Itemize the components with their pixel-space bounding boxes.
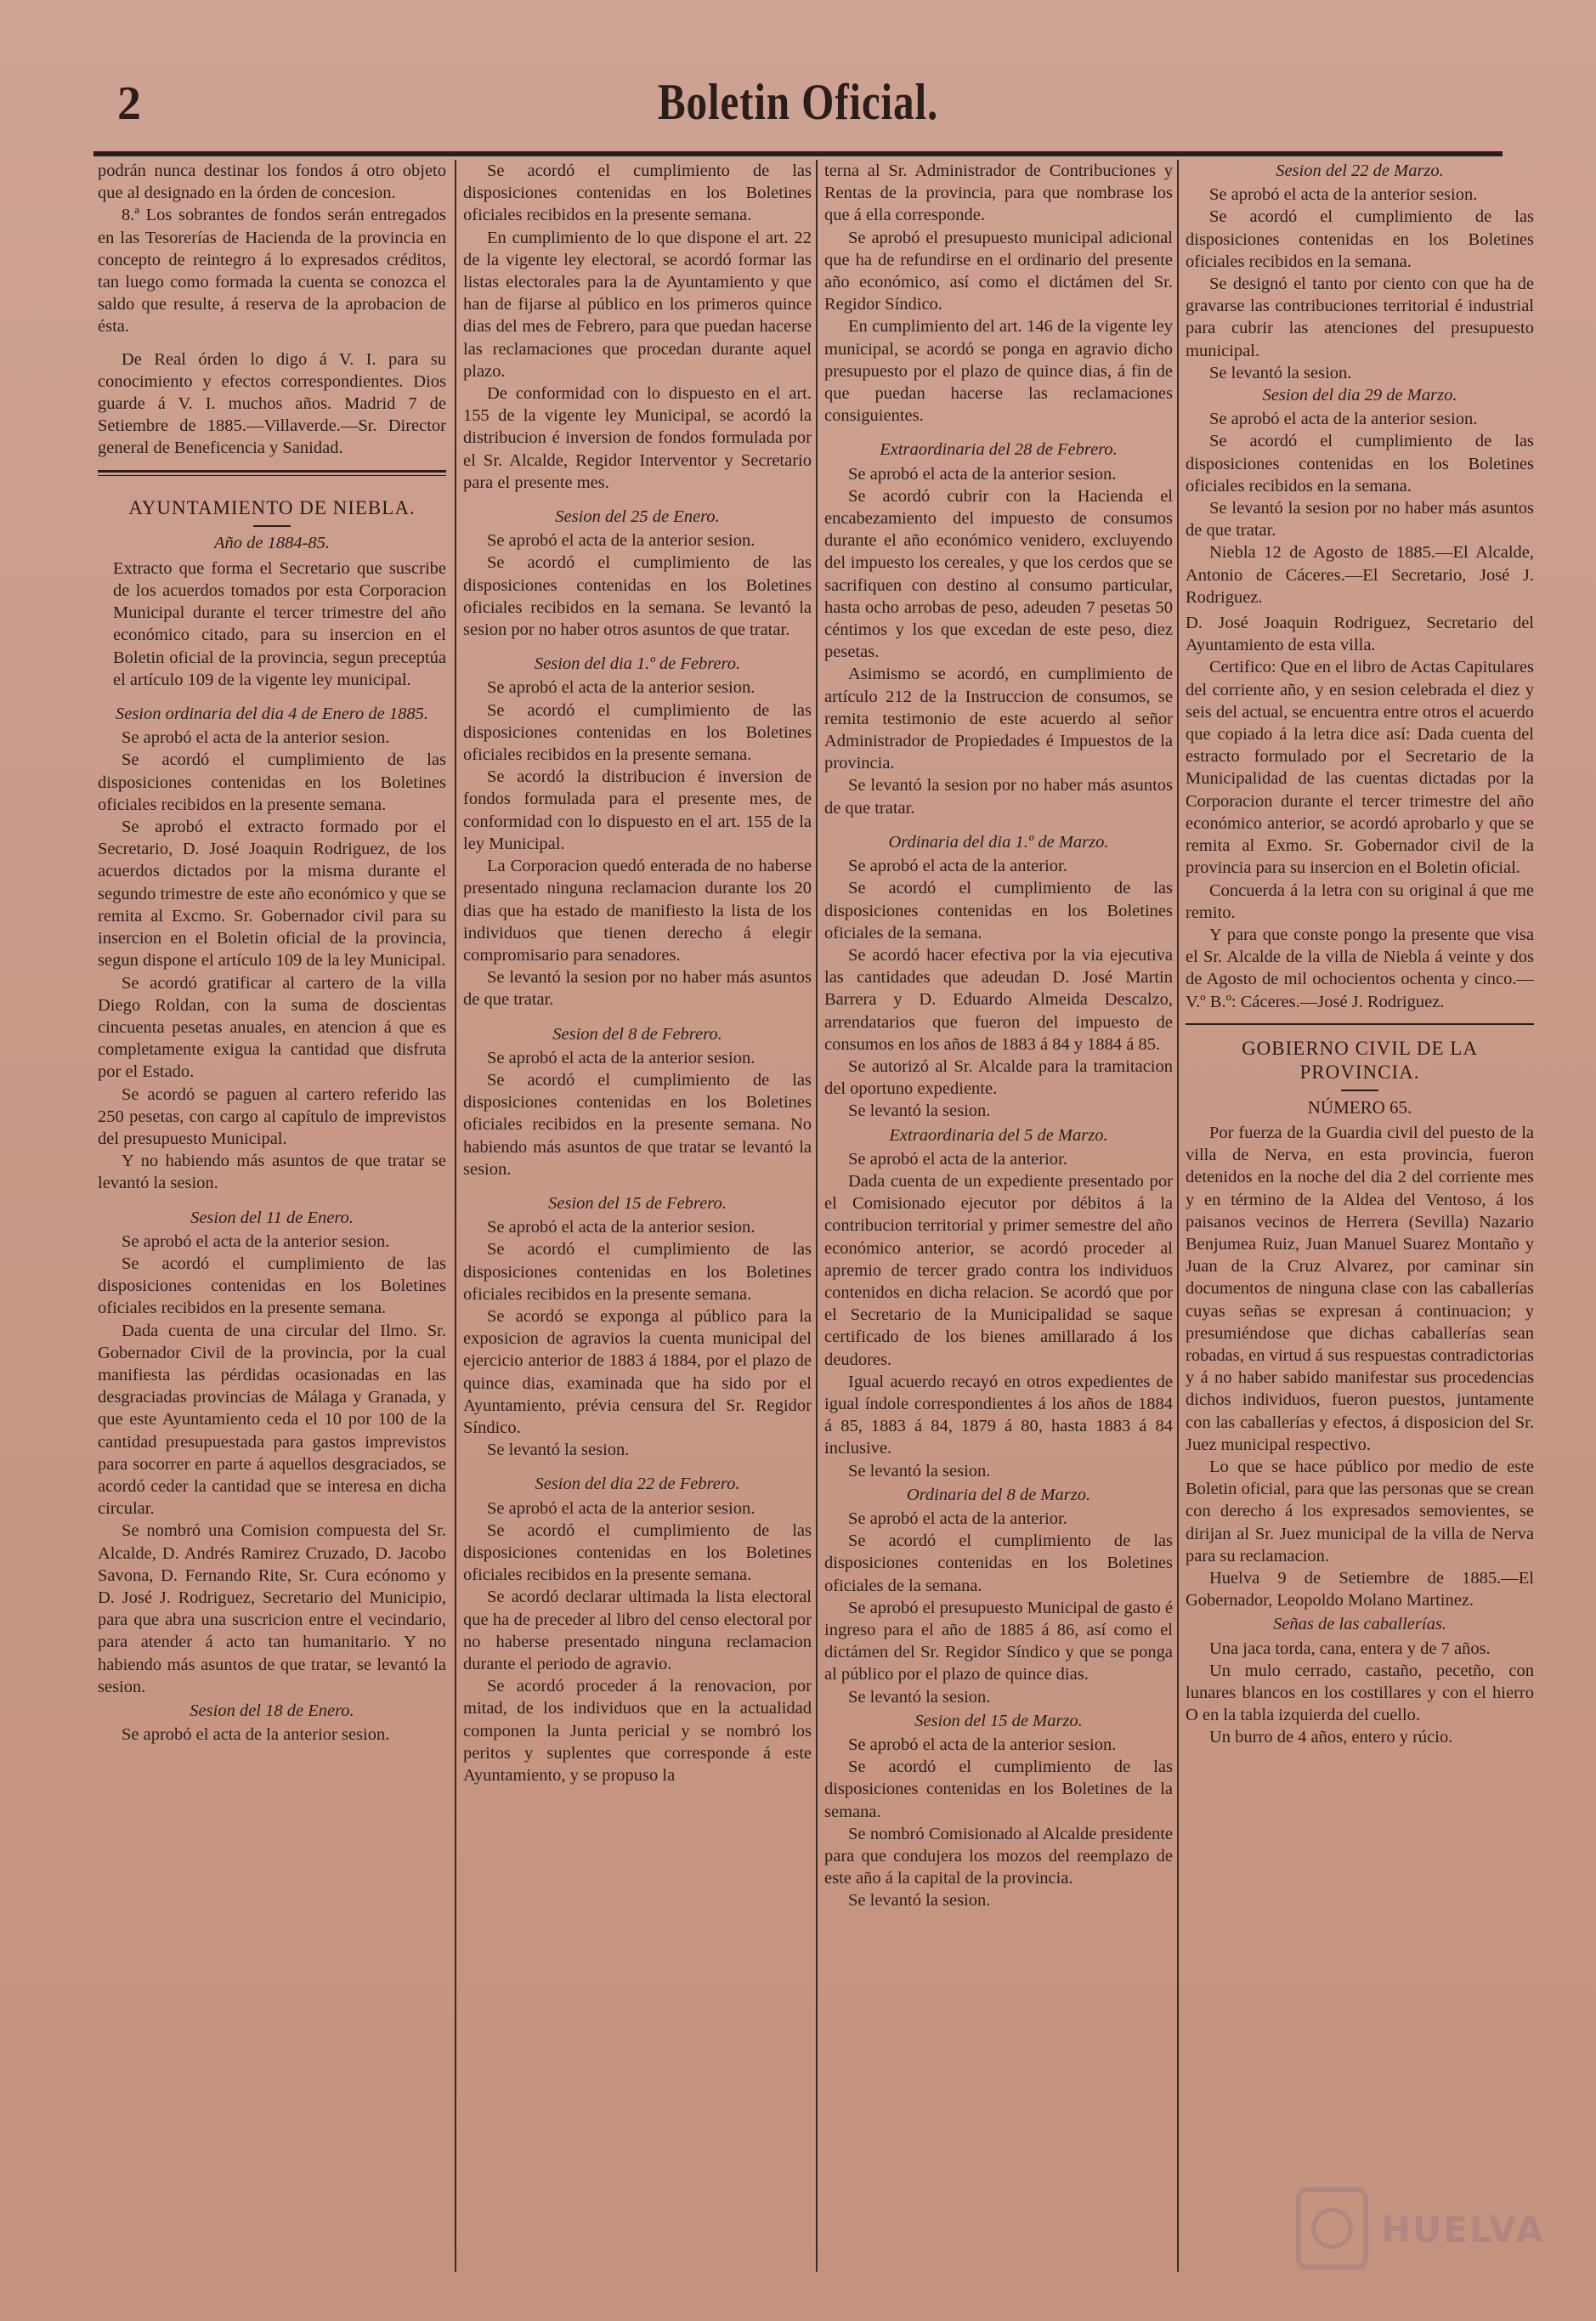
paragraph: Se acordó cubrir con la Hacienda el encabezamiento del impuesto de consumos durante el año económico venidero, excluyendo del impuesto los cereales, y que los cerdos que se sacrifiquen con destino al consumo particular, hasta ocho arrobas de peso, adeuden 7 pesetas 50 céntimos y los que excedan de este peso, diez pesetas.	[824, 486, 1173, 662]
paragraph: Se acordó el cumplimiento de las disposiciones contenidas en los Boletines oficiales recibidos en la presente semana.	[463, 700, 812, 765]
session-title: Ordinaria del dia 1.º de Marzo.	[888, 832, 1109, 852]
paragraph: Se aprobó el acta de la anterior.	[848, 857, 1067, 876]
paragraph: Y para que conste pongo la presente que visa el Sr. Alcalde de la villa de Niebla á veinte y dos de Agosto de mil ochocientos ochenta y cinco.—V.º B.º: Cáceres.—José J. Rodriguez.	[1186, 925, 1534, 1011]
paragraph: Se aprobó el acta de la anterior sesion.	[487, 1048, 756, 1067]
paragraph: Se acordó el cumplimiento de las disposiciones contenidas en los Boletines oficiales de la semana.	[824, 879, 1173, 943]
session-title: Sesion ordinaria del dia 4 de Enero de 1885.	[115, 705, 428, 724]
paragraph: Se aprobó el acta de la anterior sesion.	[1209, 410, 1478, 429]
section-rule	[1186, 1023, 1534, 1025]
paragraph: Se levantó la sesion.	[848, 1101, 991, 1121]
paragraph: Se acordó se paguen al cartero referido las 250 pesetas, con cargo al capítulo de imprevistos del presupuesto Municipal.	[98, 1084, 446, 1148]
paragraph: Se levantó la sesion.	[848, 1687, 991, 1707]
header-rule	[93, 151, 1503, 156]
session-title: Sesion del 25 de Enero.	[555, 507, 720, 527]
paragraph: Se aprobó el acta de la anterior sesion.	[122, 1231, 390, 1251]
section-heading: AYUNTAMIENTO DE NIEBLA.	[128, 496, 416, 518]
paragraph: Se acordó el cumplimiento de las disposiciones contenidas en los Boletines oficiales recibidos en la semana. Se levantó la sesion por no haber otros asuntos de que tratar.	[463, 553, 812, 640]
paragraph: Se aprobó el acta de la anterior sesion.	[1209, 185, 1478, 205]
section-rule	[98, 470, 446, 476]
archive-seal-icon	[1290, 2182, 1374, 2276]
paragraph: Se levantó la sesion por no haber más asuntos de que tratar.	[463, 968, 812, 1010]
paragraph: Se aprobó el acta de la anterior sesion.	[848, 464, 1117, 484]
session-title: Sesion del 15 de Febrero.	[548, 1193, 727, 1213]
paragraph: La Corporacion quedó enterada de no haberse presentado ninguna reclamacion durante los 20 dias que ha estado de manifiesto la lista de los individuos que tienen derecho á elegir compromisario para senadores.	[463, 857, 812, 965]
column-3	[824, 160, 1173, 2272]
paragraph: Se designó el tanto por ciento con que ha de gravarse las contribuciones territorial é industrial para cubrir las atenciones del presupuesto municipal.	[1186, 275, 1534, 360]
paragraph: Se levantó la sesion por no haber más asuntos de que tratar.	[824, 776, 1173, 818]
column-separator	[1177, 160, 1179, 2272]
paragraph: Se autorizó al Sr. Alcalde para la tramitacion del oportuno expediente.	[824, 1056, 1173, 1099]
heading-dash	[253, 525, 291, 527]
column-1	[98, 160, 446, 2272]
paragraph: Se acordó hacer efectiva por la via ejecutiva las cantidades que adeudan D. José Martin Barrera y D. Eduardo Almeida Descalzo, arrendatarios que fueron del impuesto de consumos en los años de 1883 á 84 y 1884 á 85.	[824, 945, 1173, 1054]
watermark-text: HUELVA	[1380, 2208, 1545, 2250]
paragraph: En cumplimiento del art. 146 de la vigente ley municipal, se acordó se ponga en agravio dicho presupuesto por el plazo de quince dias, á fin de que puedan hacerse las reclamaciones consiguientes.	[824, 317, 1173, 426]
section-number: NÚMERO 65.	[1307, 1096, 1412, 1118]
paragraph: Se acordó gratificar al cartero de la villa Diego Roldan, con la suma de doscientas cincuenta pesetas anuales, en atencion á que es completamente exigua la cantidad que disfruta por el Estado.	[98, 973, 446, 1082]
column-separator	[455, 160, 456, 2272]
page-number: 2	[117, 77, 141, 130]
paragraph: Se acordó declarar ultimada la lista electoral que ha de preceder al libro del censo electoral por no haberse presentado ninguna reclamacion durante el periodo de agravio.	[463, 1588, 812, 1673]
paragraph: Se acordó el cumplimiento de las disposiciones contenidas en los Boletines oficiales recibidos en la presente semana.	[463, 1520, 812, 1585]
paragraph: Se acordó el cumplimiento de las disposiciones contenidas en los Boletines de la semana.	[824, 1758, 1173, 1821]
paragraph: Asimismo se acordó, en cumplimiento de artículo 212 de la Instruccion de consumos, se remita testimonio de este acuerdo al señor Administrador de Propiedades é Impuestos de la provincia.	[824, 665, 1173, 773]
session-title: Sesion del dia 1.º de Febrero.	[534, 654, 741, 674]
paragraph: Se acordó el cumplimiento de las disposiciones contenidas en los Boletines oficiales recibidos en la presente semana.	[463, 1240, 812, 1304]
paragraph: Dada cuenta de un expediente presentado por el Comisionado ejecutor por débitos á la contribucion territorial y primer semestre del año económico anterior, se acordó proceder al apremio de tercer grado contra los individuos contenidos en dicha relacion. Se acordó que por el Secretario de la Municipalidad se saque certificado de los bienes amillarado á los deudores.	[824, 1171, 1173, 1369]
heading-dash	[1341, 1090, 1378, 1091]
paragraph: Se acordó la distribucion é inversion de fondos formulada para el presente mes, de conformidad con lo dispuesto en el art. 155 de la ley Municipal.	[463, 767, 812, 853]
paragraph: Se aprobó el acta de la anterior sesion.	[487, 1218, 756, 1237]
paragraph: Se aprobó el acta de la anterior.	[848, 1509, 1067, 1528]
session-title: Sesion del 22 de Marzo.	[1276, 161, 1444, 180]
paragraph: Se levantó la sesion.	[848, 1891, 991, 1911]
paragraph: Se aprobó el acta de la anterior sesion.	[487, 1498, 756, 1518]
paragraph: Por fuerza de la Guardia civil del puesto de la villa de Nerva, en esta provincia, fueron detenidos en la noche del dia 2 del corriente mes y en término de la Aldea del Ventoso, á los paisanos vecinos de Herrera (Sevilla) Nazario Benjumea Ruiz, Juan Manuel Suarez Montaño y Juan de la Cruz Alvarez, por caminar sin documentos de ninguna clase con las caballerías cuyas señas se expresan á continuacion; y presumiéndose que dichas caballerías sean robadas, en virtud á sus respuestas contradictorias y á no haber sabido manifestar sus procedencias dichos individuos, fueron puestos, juntamente con las caballerías y efectos, á disposicion del Sr. Juez municipal respectivo.	[1186, 1123, 1534, 1454]
paragraph: Se acordó el cumplimiento de las disposiciones contenidas en los Boletines oficiales de la semana.	[824, 1531, 1173, 1595]
paragraph: Un mulo cerrado, castaño, pecetño, con lunares blancos en los costillares y con el hierro O en la tabla izquierda del cuello.	[1186, 1661, 1534, 1725]
session-title: Sesion del 11 de Enero.	[190, 1208, 354, 1227]
session-title: Sesion del dia 22 de Febrero.	[535, 1475, 740, 1494]
paragraph: Se nombró Comisionado al Alcalde presidente para que condujera los mozos del reemplazo de este año á la capital de la provincia.	[824, 1824, 1173, 1888]
session-title: Sesion del dia 29 de Marzo.	[1262, 386, 1457, 405]
column-separator	[816, 160, 818, 2272]
paragraph: Se aprobó el acta de la anterior sesion.	[487, 678, 756, 698]
paragraph: podrán nunca destinar los fondos á otro objeto que al designado en la órden de concesion.	[98, 161, 446, 203]
paragraph: Se aprobó el acta de la anterior sesion.	[848, 1735, 1117, 1755]
paragraph: Se levantó la sesion por no haber más asuntos de que tratar.	[1186, 499, 1534, 541]
paragraph: Y no habiendo más asuntos de que tratar se levantó la sesion.	[98, 1152, 446, 1193]
paragraph: Huelva 9 de Setiembre de 1885.—El Gobernador, Leopoldo Molano Martinez.	[1186, 1568, 1534, 1611]
paragraph: Se acordó se exponga al público para la exposicion de agravios la cuenta municipal del ejercicio anterior de 1883 á 1884, por el plazo de quince dias, examinada que ha sido por el Ayuntamiento, prévia censura del Sr. Regidor Síndico.	[463, 1306, 812, 1437]
session-title: Sesion del 18 de Enero.	[190, 1701, 354, 1720]
paragraph: Se aprobó el acta de la anterior sesion.	[487, 531, 756, 551]
paragraph: De Real órden lo digo á V. I. para su conocimiento y efectos correspondientes. Dios guarde á V. I. muchos años. Madrid 7 de Setiembre de 1885.—Villaverde.—Sr. Director general de Beneficencia y Sanidad.	[98, 349, 446, 458]
paragraph: Se nombró una Comision compuesta del Sr. Alcalde, D. Andrés Ramirez Cruzado, D. Jacobo Savona, D. Fernando Rite, Sr. Cura ecónomo y D. José J. Rodriguez, Secretario del Municipio, para que abra una suscricion entre el vecindario, para atender á acto tan humanitario. Y no habiendo más asuntos de que tratar, se levantó la sesion.	[98, 1521, 446, 1696]
session-title: Ordinaria del 8 de Marzo.	[906, 1485, 1091, 1504]
paragraph: Niebla 12 de Agosto de 1885.—El Alcalde, Antonio de Cáceres.—El Secretario, José J. Rodriguez.	[1186, 543, 1534, 607]
paragraph: Certifico: Que en el libro de Actas Capitulares del corriente año, y en sesion celebrada el diez y seis del actual, se encuentra entre otros el acuerdo que copiado á la letra dice así: Dada cuenta del estracto formulado por el Secretario de la Municipalidad de las cuentas dictadas por la Corporacion durante el tercer trimestre del año económico anterior, se acordó aprobarlo y que se remita al Exmo. Sr. Gobernador civil de la provincia para su insercion en el Boletin oficial.	[1186, 658, 1534, 878]
paragraph: Lo que se hace público por medio de este Boletin oficial, para que las personas que se crean con derecho á los expresados semovientes, se dirijan al Sr. Juez municipal de la villa de Nerva para su reclamacion.	[1186, 1457, 1534, 1565]
section-heading: GOBIERNO CIVIL DE LA PROVINCIA.	[1242, 1037, 1478, 1083]
paragraph: Se aprobó el acta de la anterior sesion.	[122, 1725, 390, 1745]
paragraph: Un burro de 4 años, entero y rúcio.	[1209, 1728, 1453, 1747]
paragraph: D. José Joaquin Rodriguez, Secretario del Ayuntamiento de esta villa.	[1186, 614, 1534, 655]
paragraph: Extracto que forma el Secretario que suscribe de los acuerdos tomados por esta Corporacion Municipal durante el tercer trimestre del año económico citado, para su insercion en el Boletin oficial de la provincia, segun preceptúa el artículo 109 de la vigente ley municipal.	[113, 558, 446, 689]
column-2	[463, 160, 812, 2272]
paragraph: Concuerda á la letra con su original á que me remito.	[1186, 880, 1534, 922]
paragraph: Se aprobó el extracto formado por el Secretario, D. José Joaquin Rodriguez, de los acuerdos dictados por la misma durante el segundo trimestre de este año económico y que se remita al Excmo. Sr. Gobernador civil para su insercion en el Boletin oficial de la provincia, segun dispone el artículo 109 de la ley Municipal.	[98, 818, 446, 971]
session-title: Extraordinaria del 5 de Marzo.	[889, 1125, 1108, 1145]
paragraph: Se acordó el cumplimiento de las disposiciones contenidas en los Boletines oficiales recibidos en la presente semana.	[463, 161, 812, 225]
paragraph: Se acordó el cumplimiento de las disposiciones contenidas en los Boletines oficiales recibidos en la presente semana.	[98, 1254, 446, 1318]
paragraph: Se aprobó el presupuesto municipal adicional que ha de refundirse en el ordinario del presente año económico, así como el dictámen del Sr. Regidor Síndico.	[824, 228, 1173, 314]
paragraph: Se aprobó el acta de la anterior.	[848, 1149, 1067, 1169]
session-title: Extraordinaria del 28 de Febrero.	[880, 440, 1118, 460]
masthead-title: Boletin Oficial.	[657, 74, 939, 130]
paragraph: 8.ª Los sobrantes de fondos serán entregados en las Tesorerías de Hacienda de la provincia en concepto de reintegro á lo expresados créditos, tan luego como formada la cuenta se conozca el saldo que resulte, á reserva de la aprobacion de ésta.	[98, 206, 446, 337]
paragraph: Dada cuenta de una circular del Ilmo. Sr. Gobernador Civil de la provincia, por la cual manifiesta las pérdidas ocasionadas en las desgraciadas provincias de Málaga y Granada, y que este Ayuntamiento ceda el 10 por 100 de la cantidad presupuestada para gastos imprevistos para socorrer en parte á aquellos desgraciados, se acordó ceder la cantidad que se interesa en dicha circular.	[98, 1321, 446, 1519]
paragraph: De conformidad con lo dispuesto en el art. 155 de la vigente ley Municipal, se acordó la distribucion é inversion de fondos formulada por el Sr. Alcalde, Regidor Interventor y Secretario para el presente mes.	[463, 384, 812, 492]
paragraph: Se aprobó el acta de la anterior sesion.	[122, 728, 390, 748]
archive-watermark	[1290, 2178, 1545, 2280]
column-4	[1186, 160, 1534, 2272]
paragraph: Se levantó la sesion.	[1209, 363, 1352, 382]
paragraph: Se aprobó el presupuesto Municipal de gasto é ingreso para el año de 1885 á 86, así como el dictámen del Sr. Regidor Síndico y que se ponga al público por el plazo de quince dias.	[824, 1598, 1173, 1684]
paragraph: Una jaca torda, cana, entera y de 7 años.	[1209, 1639, 1491, 1658]
paragraph: En cumplimiento de lo que dispone el art. 22 de la vigente ley electoral, se acordó formar las listas electorales para la de Ayuntamiento y que han de fijarse al público en los primeros quince dias del mes de Febrero, para que puedan hacerse las reclamaciones que procedan durante aquel plazo.	[463, 228, 812, 381]
paragraph: Se levantó la sesion.	[487, 1441, 630, 1460]
section-year: Año de 1884-85.	[213, 533, 331, 552]
session-title: Señas de las caballerías.	[1273, 1615, 1446, 1634]
paragraph: Se acordó el cumplimiento de las disposiciones contenidas en los Boletines oficiales recibidos en la semana.	[1186, 207, 1534, 271]
paragraph: Se levantó la sesion.	[848, 1461, 991, 1480]
paragraph: Igual acuerdo recayó en otros expedientes de igual índole correspondientes á los años de 1884 á 85, 1883 á 84, 1879 á 80, hasta 1883 á 84 inclusive.	[824, 1372, 1173, 1458]
paragraph: Se acordó el cumplimiento de las disposiciones contenidas en los Boletines oficiales recibidos en la presente semana. No habiendo más asuntos de que tratar se levantó la sesion.	[463, 1070, 812, 1179]
session-title: Sesion del 15 de Marzo.	[914, 1711, 1083, 1730]
paragraph: Se acordó el cumplimiento de las disposiciones contenidas en los Boletines oficiales recibidos en la semana.	[1186, 432, 1534, 495]
paragraph: Se acordó el cumplimiento de las disposiciones contenidas en los Boletines oficiales recibidos en la presente semana.	[98, 750, 446, 814]
paragraph: Se acordó proceder á la renovacion, por mitad, de los individuos que en la actualidad componen la Junta pericial y se nombró los peritos y suplentes que corresponde á este Ayuntamiento, y se propuso la	[463, 1677, 812, 1786]
paragraph: terna al Sr. Administrador de Contribuciones y Rentas de la provincia, para que nombrase los que á ella corresponde.	[824, 161, 1173, 225]
session-title: Sesion del 8 de Febrero.	[552, 1024, 722, 1044]
